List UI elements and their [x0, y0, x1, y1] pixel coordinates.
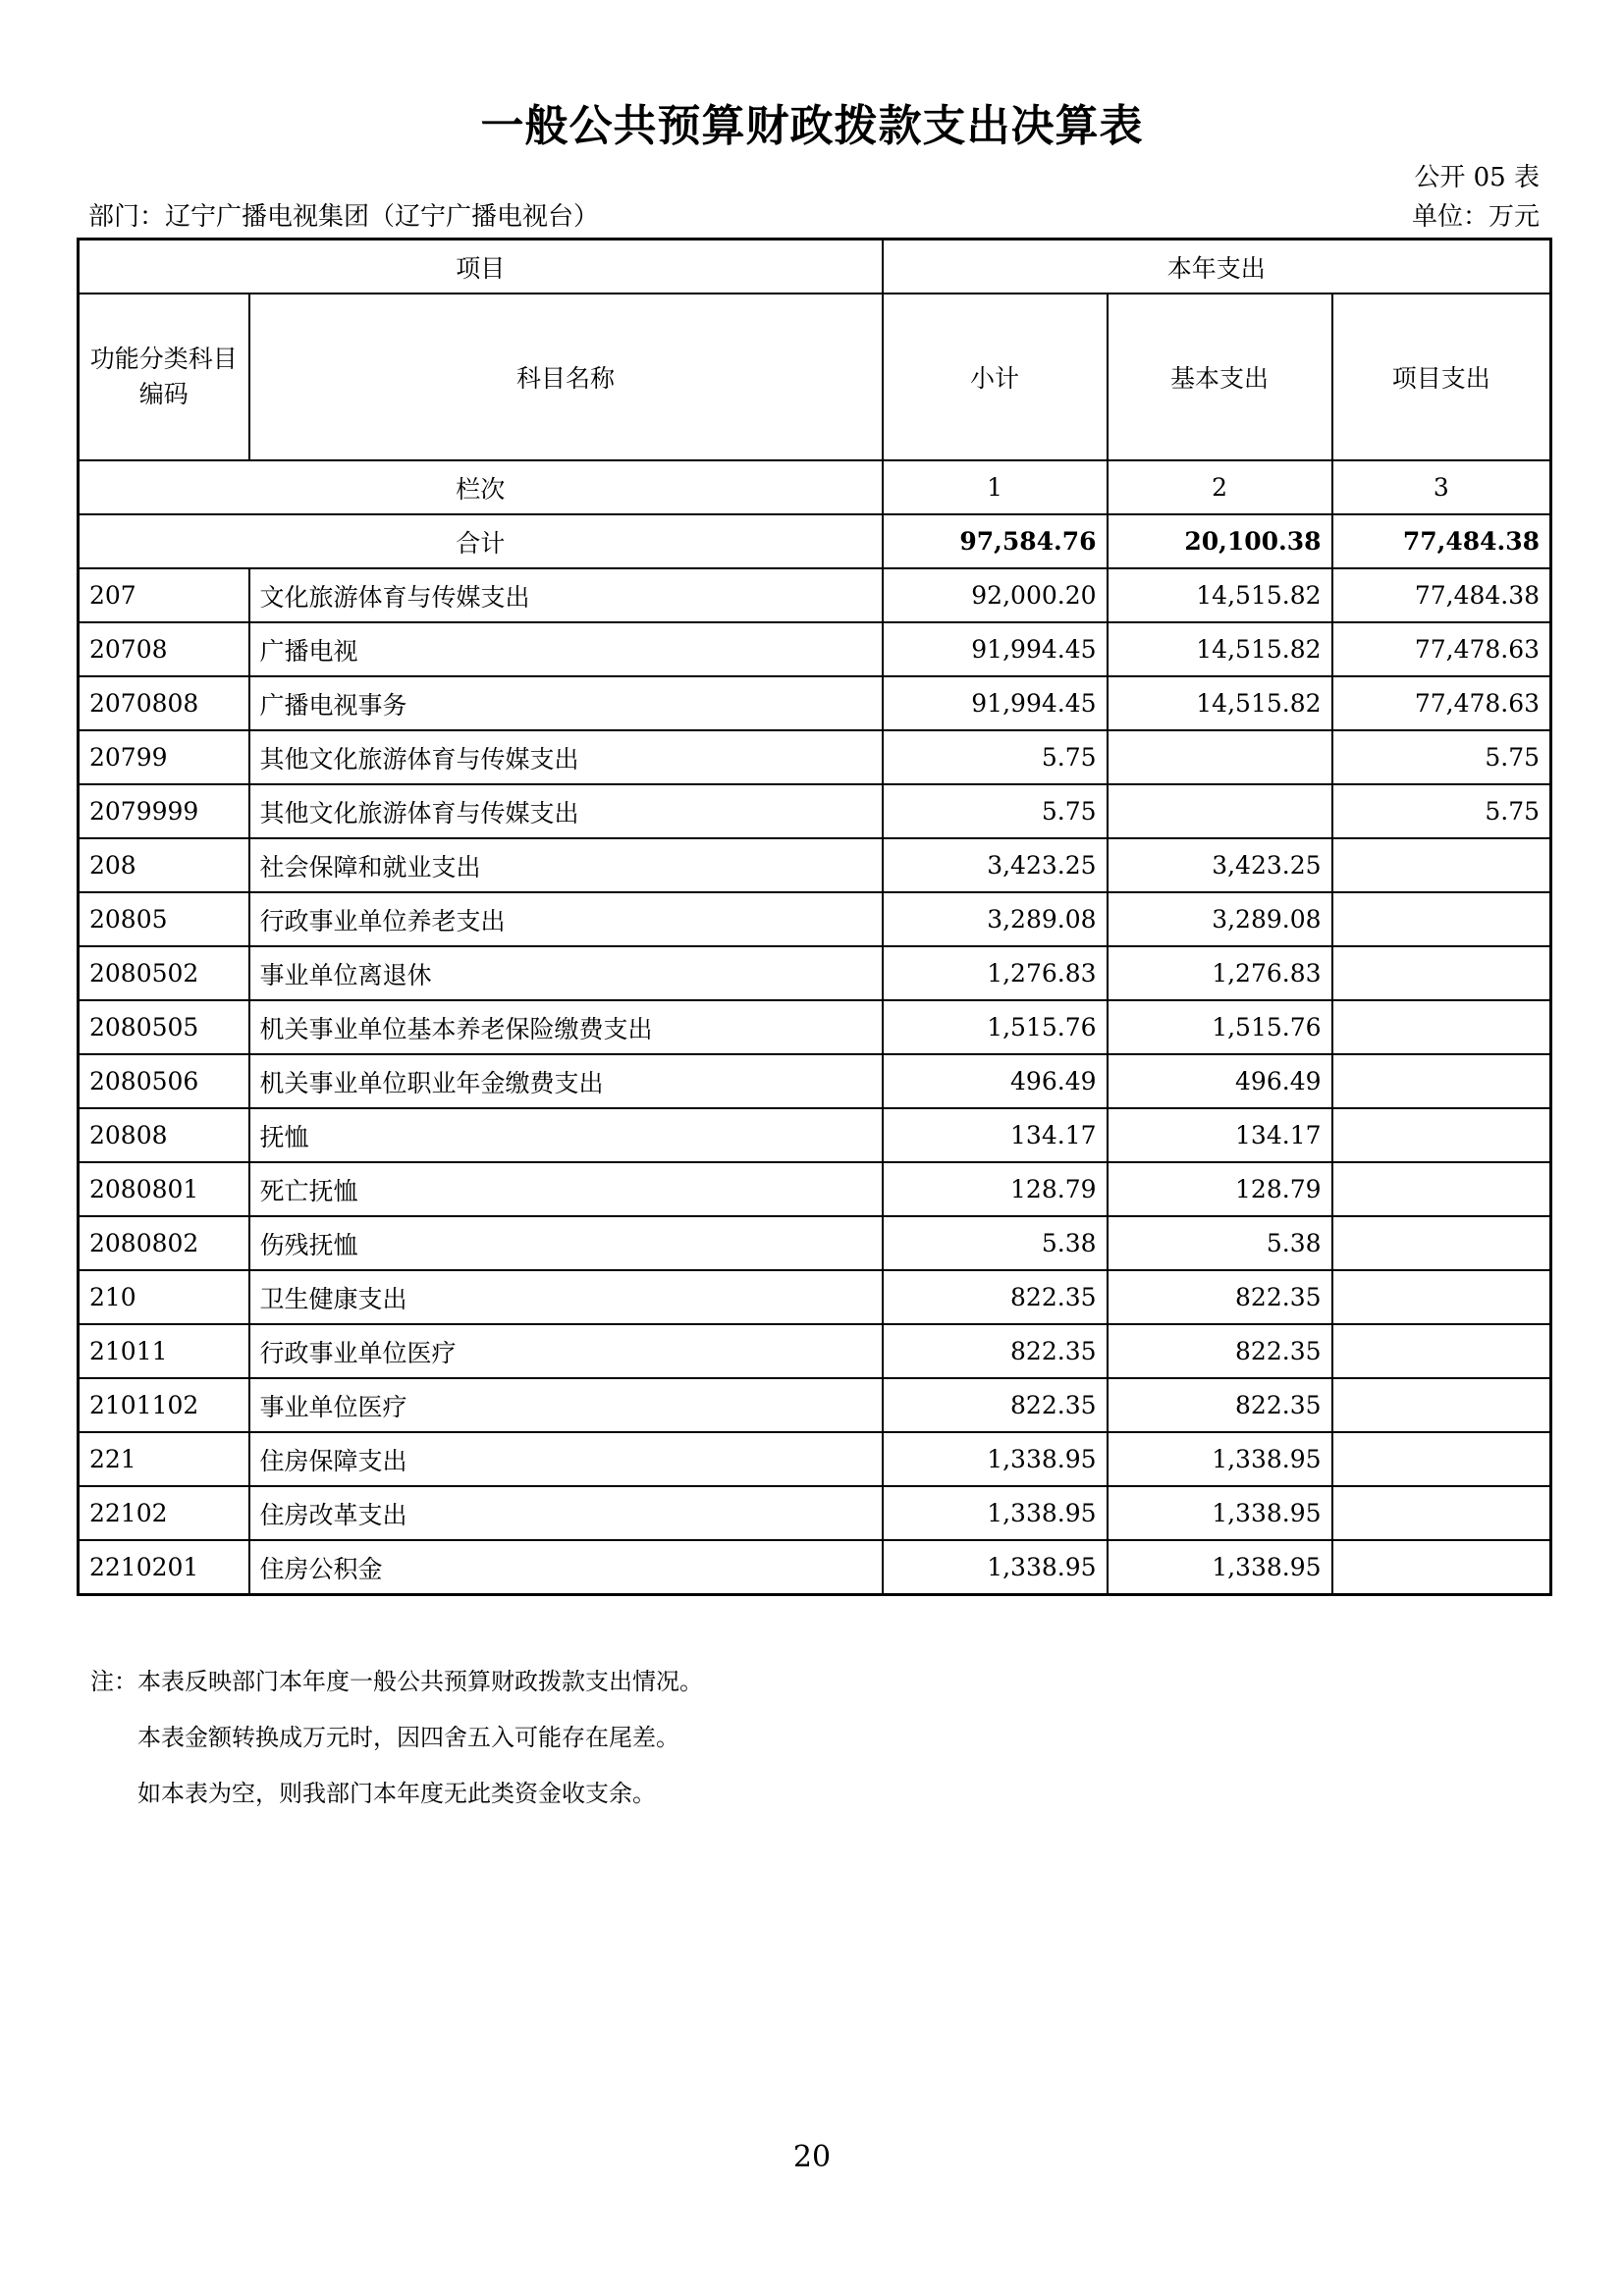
- row-code: 2070808: [79, 676, 249, 730]
- row-project: [1332, 1000, 1551, 1054]
- row-name: 事业单位医疗: [249, 1378, 883, 1432]
- page-title: 一般公共预算财政拨款支出决算表: [480, 101, 1144, 151]
- table-row: [79, 622, 1551, 676]
- header-subtotal: 小计: [883, 294, 1108, 460]
- table-row: [79, 1054, 1551, 1108]
- row-subtotal: 1,338.95: [883, 1540, 1108, 1595]
- table-row: [79, 838, 1551, 892]
- header-project-exp: 项目支出: [1332, 294, 1551, 460]
- row-subtotal: 3,423.25: [883, 838, 1108, 892]
- row-name: 抚恤: [249, 1108, 883, 1162]
- total-project: 77,484.38: [1332, 514, 1551, 568]
- row-code: 2080502: [79, 946, 249, 1000]
- table-row: [79, 1000, 1551, 1054]
- page-number: 20: [792, 2140, 832, 2174]
- row-basic: 14,515.82: [1108, 622, 1332, 676]
- row-code: 2080801: [79, 1162, 249, 1216]
- row-project: [1332, 838, 1551, 892]
- row-basic: 128.79: [1108, 1162, 1332, 1216]
- column-index-label: 栏次: [79, 460, 883, 514]
- row-code: 221: [79, 1432, 249, 1486]
- row-basic: 5.38: [1108, 1216, 1332, 1270]
- row-subtotal: 128.79: [883, 1162, 1108, 1216]
- row-subtotal: 92,000.20: [883, 568, 1108, 622]
- note-3: 如本表为空，则我部门本年度无此类资金收支余。: [137, 1780, 656, 1807]
- row-subtotal: 822.35: [883, 1270, 1108, 1324]
- row-subtotal: 3,289.08: [883, 892, 1108, 946]
- row-code: 2080802: [79, 1216, 249, 1270]
- row-basic: 134.17: [1108, 1108, 1332, 1162]
- column-index-row: [79, 460, 1551, 514]
- row-project: [1332, 1108, 1551, 1162]
- row-code: 20805: [79, 892, 249, 946]
- unit-label: 单位：万元: [1411, 202, 1540, 232]
- row-subtotal: 822.35: [883, 1324, 1108, 1378]
- department-label: 部门：辽宁广播电视集团（辽宁广播电视台）: [88, 202, 600, 232]
- row-project: 5.75: [1332, 784, 1551, 838]
- row-project: [1332, 1270, 1551, 1324]
- row-basic: 1,276.83: [1108, 946, 1332, 1000]
- table-row: [79, 1270, 1551, 1324]
- row-name: 广播电视: [249, 622, 883, 676]
- row-project: 77,484.38: [1332, 568, 1551, 622]
- row-name: 住房改革支出: [249, 1486, 883, 1540]
- row-project: [1332, 1216, 1551, 1270]
- table-row: [79, 676, 1551, 730]
- row-name: 伤残抚恤: [249, 1216, 883, 1270]
- table-row: [79, 1324, 1551, 1378]
- row-project: [1332, 892, 1551, 946]
- row-code: 2101102: [79, 1378, 249, 1432]
- header-current-year: 本年支出: [883, 240, 1551, 294]
- row-code: 208: [79, 838, 249, 892]
- row-code: 20808: [79, 1108, 249, 1162]
- row-basic: 822.35: [1108, 1378, 1332, 1432]
- table-row: [79, 1432, 1551, 1486]
- note-1: 注：本表反映部门本年度一般公共预算财政拨款支出情况。: [90, 1668, 703, 1695]
- row-project: [1332, 1486, 1551, 1540]
- total-row: [79, 514, 1551, 568]
- header-name: 科目名称: [249, 294, 883, 460]
- row-subtotal: 91,994.45: [883, 622, 1108, 676]
- total-basic: 20,100.38: [1108, 514, 1332, 568]
- row-code: 22102: [79, 1486, 249, 1540]
- row-subtotal: 822.35: [883, 1378, 1108, 1432]
- row-subtotal: 134.17: [883, 1108, 1108, 1162]
- row-subtotal: 91,994.45: [883, 676, 1108, 730]
- row-project: [1332, 1324, 1551, 1378]
- row-code: 2080506: [79, 1054, 249, 1108]
- row-project: [1332, 1162, 1551, 1216]
- form-number: 公开 05 表: [1414, 163, 1540, 192]
- table-row: [79, 946, 1551, 1000]
- row-code: 20708: [79, 622, 249, 676]
- table-row: [79, 730, 1551, 784]
- table-row: [79, 1540, 1551, 1595]
- row-name: 社会保障和就业支出: [249, 838, 883, 892]
- row-basic: [1108, 730, 1332, 784]
- header-row-top: [79, 240, 1551, 294]
- column-index-1: 1: [883, 460, 1108, 514]
- table-row: [79, 1486, 1551, 1540]
- table-row: [79, 1108, 1551, 1162]
- notes: [90, 1654, 703, 1822]
- row-code: 2210201: [79, 1540, 249, 1595]
- table-row: [79, 1162, 1551, 1216]
- row-project: [1332, 1432, 1551, 1486]
- column-index-2: 2: [1108, 460, 1332, 514]
- row-name: 死亡抚恤: [249, 1162, 883, 1216]
- row-subtotal: 5.75: [883, 784, 1108, 838]
- row-name: 广播电视事务: [249, 676, 883, 730]
- row-basic: 1,515.76: [1108, 1000, 1332, 1054]
- row-subtotal: 496.49: [883, 1054, 1108, 1108]
- table-row: [79, 784, 1551, 838]
- header-project: 项目: [79, 240, 883, 294]
- row-name: 卫生健康支出: [249, 1270, 883, 1324]
- row-name: 其他文化旅游体育与传媒支出: [249, 730, 883, 784]
- row-project: [1332, 946, 1551, 1000]
- row-code: 20799: [79, 730, 249, 784]
- row-project: [1332, 1054, 1551, 1108]
- row-name: 机关事业单位职业年金缴费支出: [249, 1054, 883, 1108]
- column-index-3: 3: [1332, 460, 1551, 514]
- row-subtotal: 1,276.83: [883, 946, 1108, 1000]
- row-basic: 3,289.08: [1108, 892, 1332, 946]
- row-basic: 1,338.95: [1108, 1432, 1332, 1486]
- row-project: [1332, 1540, 1551, 1595]
- row-subtotal: 1,515.76: [883, 1000, 1108, 1054]
- row-project: 5.75: [1332, 730, 1551, 784]
- row-project: 77,478.63: [1332, 676, 1551, 730]
- row-basic: 14,515.82: [1108, 568, 1332, 622]
- header-code: 功能分类科目编码: [79, 294, 249, 460]
- note-2: 本表金额转换成万元时，因四舍五入可能存在尾差。: [137, 1724, 679, 1751]
- row-name: 行政事业单位医疗: [249, 1324, 883, 1378]
- table-row: [79, 1378, 1551, 1432]
- row-name: 事业单位离退休: [249, 946, 883, 1000]
- row-name: 住房保障支出: [249, 1432, 883, 1486]
- row-code: 21011: [79, 1324, 249, 1378]
- table-row: [79, 568, 1551, 622]
- total-label: 合计: [79, 514, 883, 568]
- row-basic: 1,338.95: [1108, 1540, 1332, 1595]
- header-row-columns: [79, 294, 1551, 460]
- row-code: 2079999: [79, 784, 249, 838]
- row-name: 住房公积金: [249, 1540, 883, 1595]
- row-basic: 3,423.25: [1108, 838, 1332, 892]
- row-basic: 496.49: [1108, 1054, 1332, 1108]
- row-basic: 14,515.82: [1108, 676, 1332, 730]
- header-basic: 基本支出: [1108, 294, 1332, 460]
- table-row: [79, 892, 1551, 946]
- table-row: [79, 1216, 1551, 1270]
- row-basic: [1108, 784, 1332, 838]
- row-basic: 822.35: [1108, 1270, 1332, 1324]
- row-code: 210: [79, 1270, 249, 1324]
- row-name: 机关事业单位基本养老保险缴费支出: [249, 1000, 883, 1054]
- total-subtotal: 97,584.76: [883, 514, 1108, 568]
- row-basic: 822.35: [1108, 1324, 1332, 1378]
- row-name: 其他文化旅游体育与传媒支出: [249, 784, 883, 838]
- row-project: [1332, 1378, 1551, 1432]
- row-name: 文化旅游体育与传媒支出: [249, 568, 883, 622]
- row-subtotal: 1,338.95: [883, 1486, 1108, 1540]
- expenditure-table: [77, 238, 1552, 1596]
- row-subtotal: 5.38: [883, 1216, 1108, 1270]
- row-code: 207: [79, 568, 249, 622]
- row-project: 77,478.63: [1332, 622, 1551, 676]
- row-subtotal: 5.75: [883, 730, 1108, 784]
- row-name: 行政事业单位养老支出: [249, 892, 883, 946]
- row-code: 2080505: [79, 1000, 249, 1054]
- row-basic: 1,338.95: [1108, 1486, 1332, 1540]
- row-subtotal: 1,338.95: [883, 1432, 1108, 1486]
